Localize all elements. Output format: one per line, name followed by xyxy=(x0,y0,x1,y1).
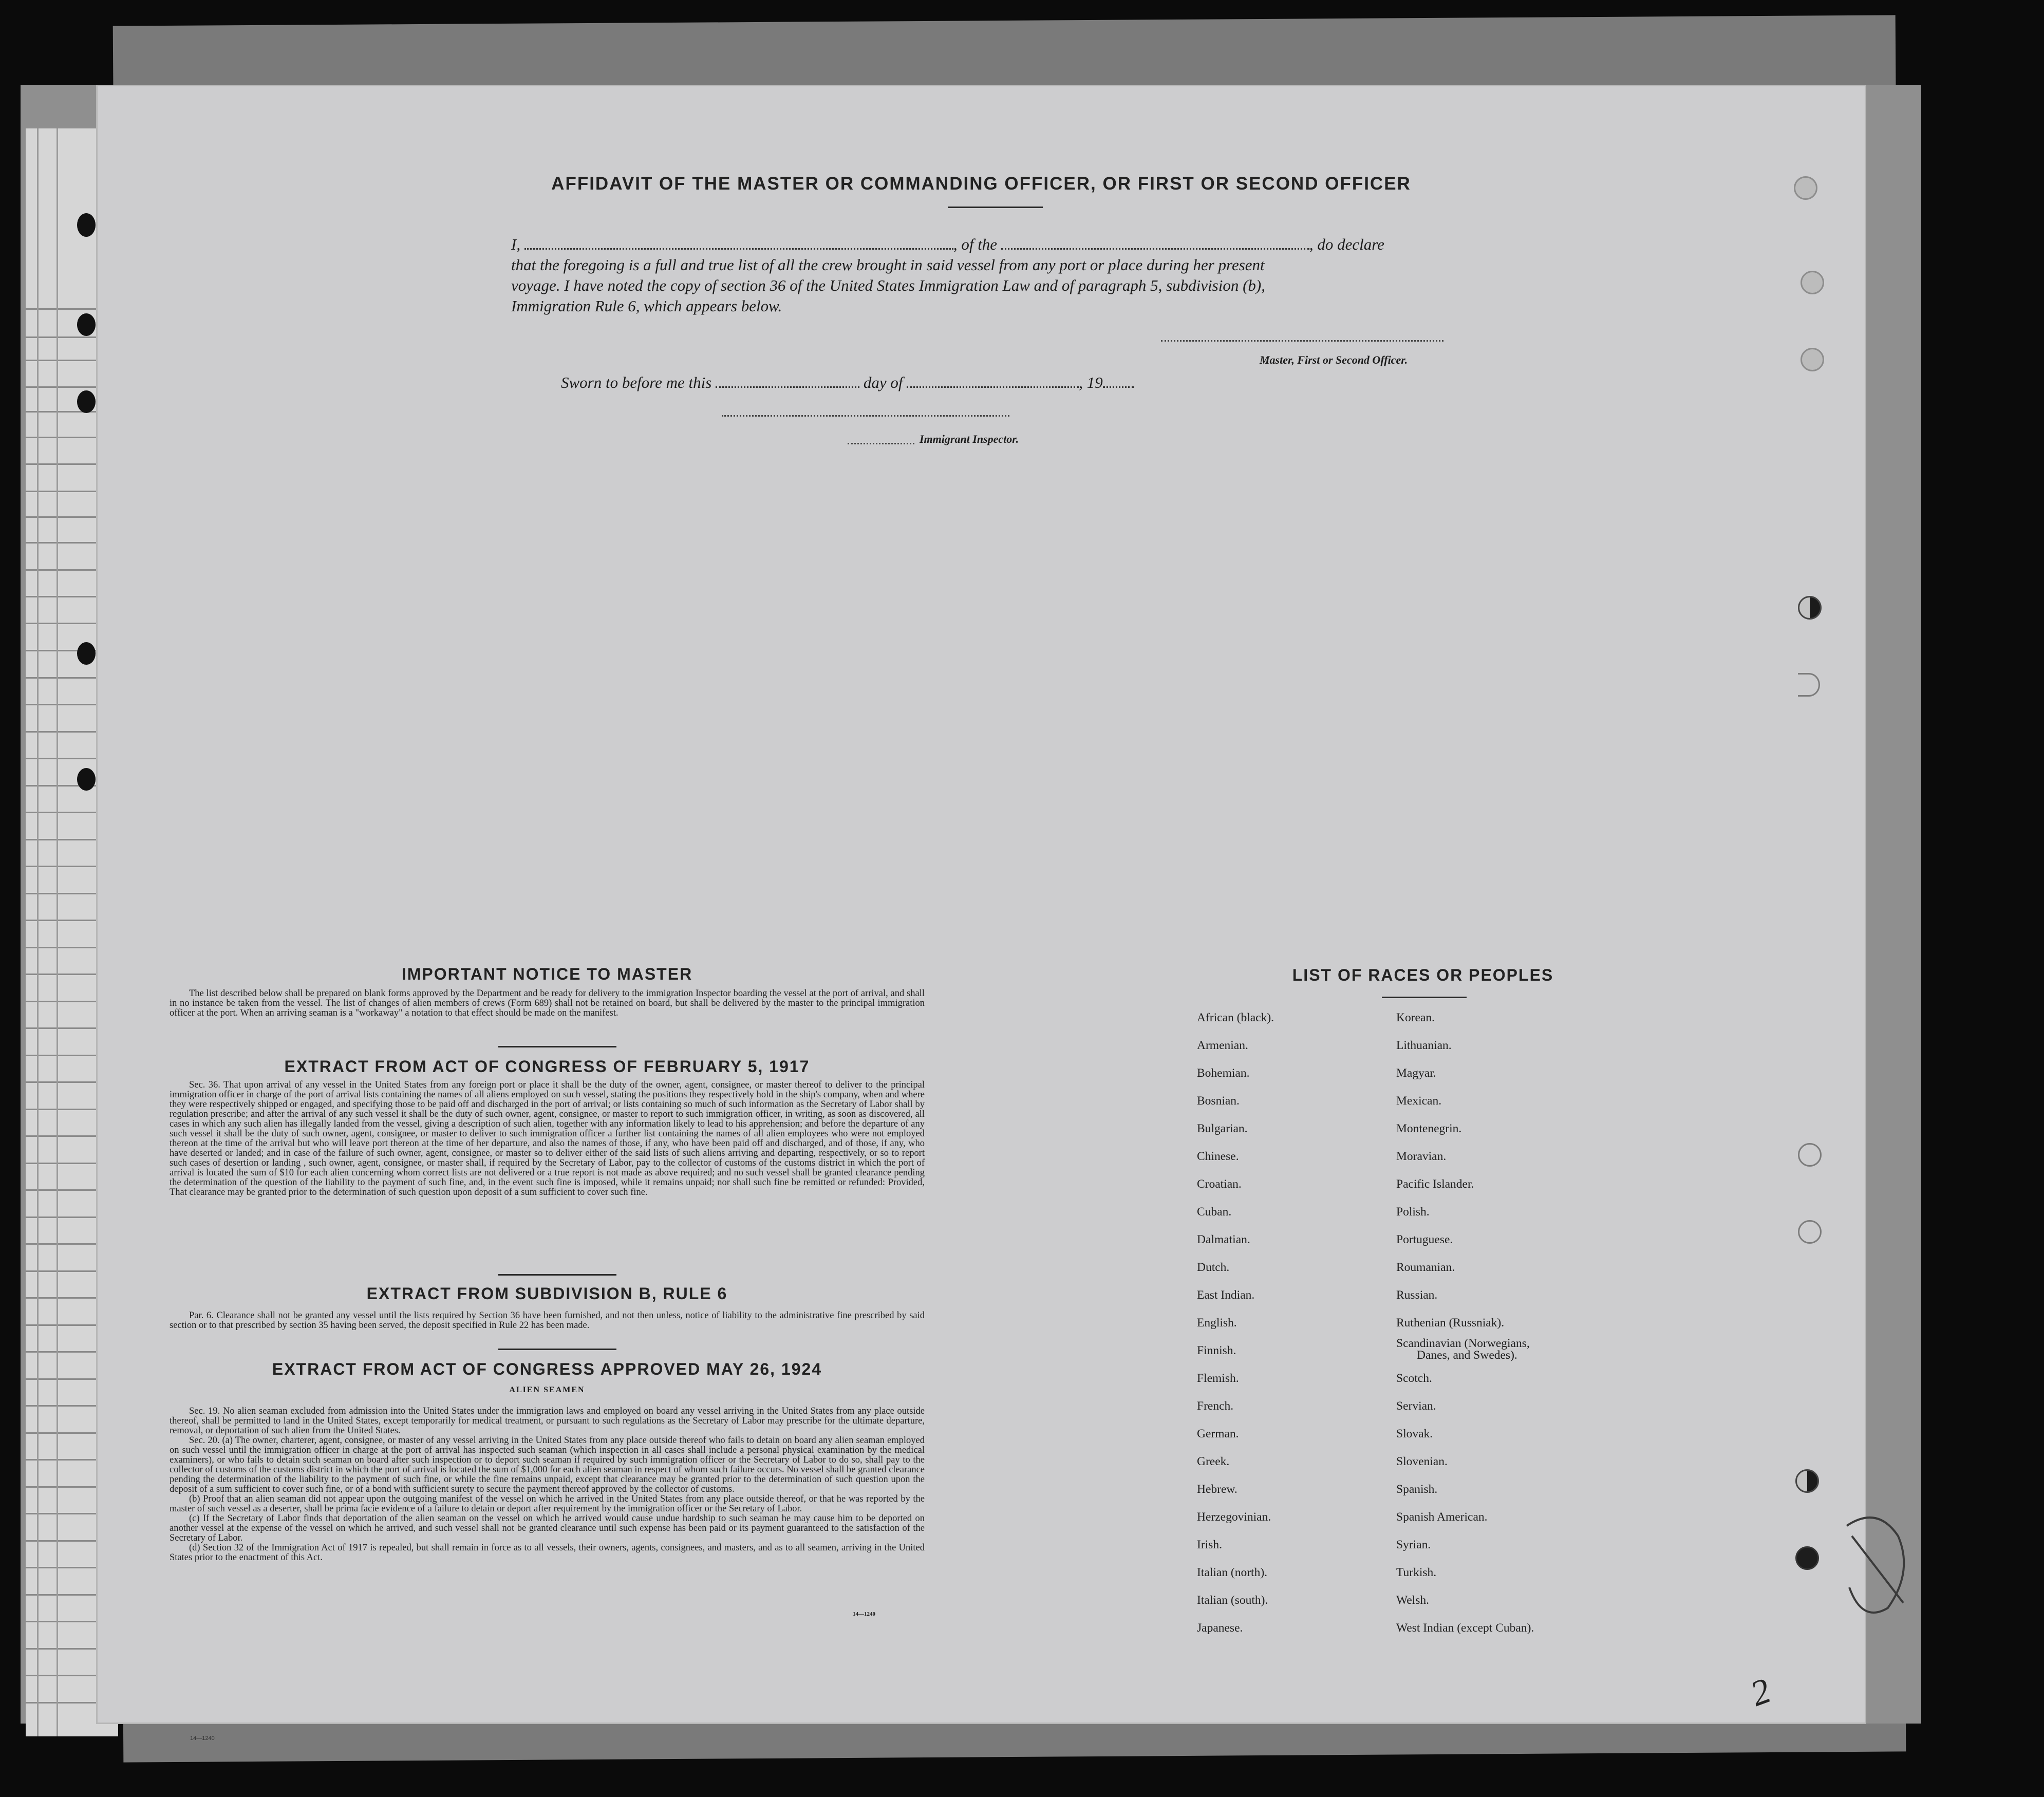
master-signature-line[interactable] xyxy=(1161,340,1443,342)
race-item: Korean. xyxy=(1396,1011,1435,1024)
sworn-prefix: Sworn to before me this xyxy=(561,373,712,391)
race-item: Chinese. xyxy=(1197,1150,1239,1163)
race-item: Italian (south). xyxy=(1197,1594,1268,1607)
race-item: Lithuanian. xyxy=(1396,1039,1452,1052)
race-item: Russian. xyxy=(1396,1288,1438,1302)
races-title-rule xyxy=(1382,997,1467,998)
race-item: Hebrew. xyxy=(1197,1483,1237,1496)
race-item-scandinavian xyxy=(1396,1338,1530,1361)
race-item: East Indian. xyxy=(1197,1288,1255,1302)
race-item: Cuban. xyxy=(1197,1205,1232,1219)
affidavit-line-4: Immigration Rule 6, which appears below. xyxy=(511,297,782,315)
sworn-month-field[interactable] xyxy=(907,372,1079,388)
section-19-paragraph: Sec. 19. No alien seaman excluded from admission into the United States under the immigration laws and employed on board any vessel arriving in the United States from any place outside thereof, shall be permitted to land in the United States, except temporarily for medical treatment, or pursuant to such regulations as the Secretary of Labor may prescribe for the ultimate departure, removal, or deportation of such alien from the United States. xyxy=(170,1406,925,1436)
punch-hole xyxy=(77,313,96,336)
race-item: Syrian. xyxy=(1396,1538,1431,1551)
race-item: Greek. xyxy=(1197,1455,1230,1468)
race-item: Japanese. xyxy=(1197,1621,1243,1635)
races-title: LIST OF RACES OR PEOPLES xyxy=(1292,966,1554,984)
notice-paragraph: The list described below shall be prepared on blank forms approved by the Department and be ready for delivery to the immigration Inspector boarding the vessel at the port of arrival, and shall in no instance be taken from the vessel. The list of changes of alien members of crews (Form 689) shall not be retained on board, but shall be delivered by the master to the principal immigration officer at the port. When an arriving seaman is a "workaway" a notation to that effect should be made on the manifest. xyxy=(170,988,925,1018)
affidavit-declare-label: , do declare xyxy=(1309,235,1384,253)
under-sheet-form-number: 14—1240 xyxy=(190,1735,215,1742)
section-rule xyxy=(498,1349,616,1350)
section-rule xyxy=(498,1046,616,1047)
race-item: Herzegovinian. xyxy=(1197,1510,1271,1524)
punch-hole xyxy=(77,213,96,237)
race-item: Ruthenian (Russniak). xyxy=(1396,1316,1505,1330)
binder-hole xyxy=(1795,1546,1819,1570)
binder-hole xyxy=(1798,673,1820,697)
pencil-scribble xyxy=(1842,1505,1914,1623)
section-36-paragraph: Sec. 36. That upon arrival of any vessel in the United States from any foreign port or place it shall be the duty of the owner, agent, consignee, or master thereof to deliver to the principal immigration officer in charge of the port of arrival lists containing the names of all aliens employed on such vessel, stating the positions they respectively hold in the ship's company, when and where they were respectively shipped or engaged, and specifying those to be paid off and discharged in the port of arrival; or lists containing so much of such information as the Secretary of Labor shall by regulation prescribe; and after the arrival of any such vessel it shall be the duty of such owner, agent, consignee, or master to report to such immigration officer, in writing, as soon as discovered, all cases in which any such alien has illegally landed from the vessel, giving a description of such alien, together with any information likely to lead to his apprehension; and before the departure of any such vessel it shall be the duty of such owner, agent, consignee, or master to deliver to such immigration officer a further list containing the names of all alien employees who were not employed thereon at the time of the arrival but who will leave port thereon at the time of her departure, and also the names of those, if any, who have been paid off and discharged, and of those, if any, who have deserted or landed; and in case of the failure of such owner, agent, consignee, or master so to deliver either of the said lists of such aliens arriving and departing, respectively, or so to report such cases of desertion or landing , such owner, agent, consignee, or master shall, if required by the Secretary of Labor, pay to the collector of customs of the customs district in which the port of arrival is located the sum of $10 for each alien concerning whom correct lists are not delivered or a true report is not made as above required; and no such vessel shall be granted clearance pending the determination of the question of the liability to the payment of such fine, and, in the event such fine is imposed, while it remains unpaid; nor shall such fine be remitted or refunded: Provided, That clearance may be granted prior to the determination of such question upon deposit of a sum sufficient to cover such fine. xyxy=(170,1080,925,1197)
scribble-stroke xyxy=(1852,1536,1903,1603)
extract-rule6-title: EXTRACT FROM SUBDIVISION B, RULE 6 xyxy=(366,1284,728,1303)
race-item: Armenian. xyxy=(1197,1039,1248,1052)
ledger-margin-line xyxy=(57,128,58,1736)
handwritten-page-mark: 2 xyxy=(1745,1671,1776,1714)
extract-1917-body xyxy=(170,1080,925,1197)
race-item: French. xyxy=(1197,1399,1234,1413)
affidavit-of-the-label: , of the xyxy=(953,235,998,253)
extract-1924-body xyxy=(170,1407,925,1563)
race-item: Welsh. xyxy=(1396,1594,1430,1607)
race-item: Finnish. xyxy=(1197,1344,1236,1357)
race-item: Magyar. xyxy=(1396,1066,1436,1080)
race-item: African (black). xyxy=(1197,1011,1274,1024)
affidavit-title: AFFIDAVIT OF THE MASTER OR COMMANDING OFFICER, OR FIRST OR SECOND OFFICER xyxy=(551,174,1411,194)
section-20d-paragraph: (d) Section 32 of the Immigration Act of 1917 is repealed, but shall remain in force as to all vessels, their owners, agents, consignees, and masters, and as to all seamen, arriving in the United States prior to the enactment of this Act. xyxy=(170,1543,925,1563)
section-20c-paragraph: (c) If the Secretary of Labor finds that deportation of the alien seaman on the vessel on which he arrived would cause undue hardship to such seaman he may cause him to be deported on another vessel at the expense of the vessel on which he arrived, and such vessel shall not be granted clearance until such expense has been paid or its payment guaranteed to the satisfaction of the Secretary of Labor. xyxy=(170,1513,925,1543)
race-item: Dutch. xyxy=(1197,1261,1230,1274)
race-item: Spanish. xyxy=(1396,1483,1438,1496)
race-item: Servian. xyxy=(1396,1399,1436,1413)
race-item: Spanish American. xyxy=(1396,1510,1488,1524)
race-item: Polish. xyxy=(1396,1205,1430,1219)
binder-hole xyxy=(1798,1143,1822,1167)
binder-hole xyxy=(1801,348,1824,371)
affidavit-i-label: I, xyxy=(511,235,521,253)
affidavit-line-1 xyxy=(511,234,1492,255)
section-rule xyxy=(498,1274,616,1276)
sworn-day-of: day of xyxy=(863,373,903,391)
affidavit-line-3: voyage. I have noted the copy of section 36 of the United States Immigration Law and of paragraph 5, subdivision (b), xyxy=(511,276,1265,294)
affidavit-body xyxy=(511,234,1492,316)
binder-hole xyxy=(1798,1220,1822,1244)
title-rule xyxy=(948,207,1043,208)
race-item: Italian (north). xyxy=(1197,1566,1268,1579)
section-20a-paragraph: Sec. 20. (a) The owner, charterer, agent, consignee, or master of any vessel arriving in the United States from any place outside thereof who fails to detain on board any alien seaman employed on such vessel until the immigration officer in charge at the port of arrival has inspected such seaman (which inspection in all cases shall include a personal physical examination by the medical examiners), or who fails to detain such seaman on board after such inspection or to deport such seaman if required by such immigration officer or the Secretary of Labor to do so, shall pay to the collector of customs of the customs district in which the port of arrival is located the sum of $1,000 for each alien seaman in respect of whom such failure occurs. No vessel shall be granted clearance pending the determination of the liability to the payment of such fine, or while the fine remains unpaid, except that clearance may be granted prior to the determination of such question upon the deposit of a sum sufficient to cover such fine, or of a bond with sufficient surety to secure the payment thereof approved by the collector of customs. xyxy=(170,1435,925,1494)
race-item: West Indian (except Cuban). xyxy=(1396,1621,1534,1635)
sworn-year-label: , 19 xyxy=(1079,373,1103,391)
paragraph-6: Par. 6. Clearance shall not be granted any vessel until the lists required by Section 36 have been furnished, and not then unless, notice of liability to the administrative fine prescribed by said section or to that prescribed by section 35 having been served, the deposit specified in Rule 22 has been made. xyxy=(170,1311,925,1331)
race-item-continuation: Danes, and Swedes). xyxy=(1417,1349,1517,1362)
race-item: Portuguese. xyxy=(1396,1233,1453,1246)
master-signature-label: Master, First or Second Officer. xyxy=(1260,353,1408,366)
ledger-margin-line xyxy=(37,128,39,1736)
race-item: Moravian. xyxy=(1396,1150,1447,1163)
punch-hole xyxy=(77,642,96,665)
race-item: German. xyxy=(1197,1427,1239,1440)
race-item: Pacific Islander. xyxy=(1396,1177,1474,1191)
affidavit-line-2: that the foregoing is a full and true list of all the crew brought in said vessel from any port or place during her present xyxy=(511,256,1265,274)
inspector-short-line xyxy=(848,443,914,444)
sworn-day-field[interactable] xyxy=(716,372,859,388)
punch-hole xyxy=(77,390,96,413)
race-item: English. xyxy=(1197,1316,1237,1330)
race-item: Scotch. xyxy=(1396,1372,1432,1385)
notice-title: IMPORTANT NOTICE TO MASTER xyxy=(401,965,693,983)
race-item: Scandinavian (Norwegians, xyxy=(1396,1337,1530,1350)
form-number: 14—1240 xyxy=(853,1611,875,1617)
race-item: Bosnian. xyxy=(1197,1094,1240,1108)
alien-seamen-subtitle: ALIEN SEAMEN xyxy=(509,1386,585,1394)
race-item: Montenegrin. xyxy=(1396,1122,1462,1135)
binder-hole xyxy=(1795,1469,1819,1493)
race-item: Slovenian. xyxy=(1396,1455,1448,1468)
race-item: Roumanian. xyxy=(1396,1261,1455,1274)
section-20b-paragraph: (b) Proof that an alien seaman did not appear upon the outgoing manifest of the vessel on which he arrived in the United States from any place outside thereof, or that he was reported by the master of such vessel as a deserter, shall be prima facie evidence of a failure to detain or deport after requirement by the immigration officer or the Secretary of Labor. xyxy=(170,1494,925,1514)
extract-1924-title: EXTRACT FROM ACT OF CONGRESS APPROVED MAY 26, 1924 xyxy=(272,1360,822,1378)
race-item: Mexican. xyxy=(1396,1094,1442,1108)
binder-hole xyxy=(1801,271,1824,294)
race-item: Slovak. xyxy=(1396,1427,1433,1440)
race-item: Irish. xyxy=(1197,1538,1222,1551)
inspector-signature-line[interactable] xyxy=(722,415,1009,417)
race-item: Dalmatian. xyxy=(1197,1233,1250,1246)
master-name-field[interactable] xyxy=(524,234,953,250)
extract-rule6-body xyxy=(170,1311,925,1331)
race-item: Flemish. xyxy=(1197,1372,1239,1385)
inspector-label: Immigrant Inspector. xyxy=(920,433,1019,445)
race-item: Bohemian. xyxy=(1197,1066,1250,1080)
race-item: Turkish. xyxy=(1396,1566,1437,1579)
race-item: Bulgarian. xyxy=(1197,1122,1248,1135)
sworn-line xyxy=(561,372,1134,392)
punch-hole xyxy=(77,768,96,791)
vessel-name-field[interactable] xyxy=(1001,234,1309,250)
race-item: Croatian. xyxy=(1197,1177,1242,1191)
notice-body xyxy=(170,989,925,1018)
sworn-year-field[interactable] xyxy=(1103,372,1134,388)
extract-1917-title: EXTRACT FROM ACT OF CONGRESS OF FEBRUARY 5, 1917 xyxy=(284,1057,810,1076)
binder-hole xyxy=(1798,596,1822,620)
